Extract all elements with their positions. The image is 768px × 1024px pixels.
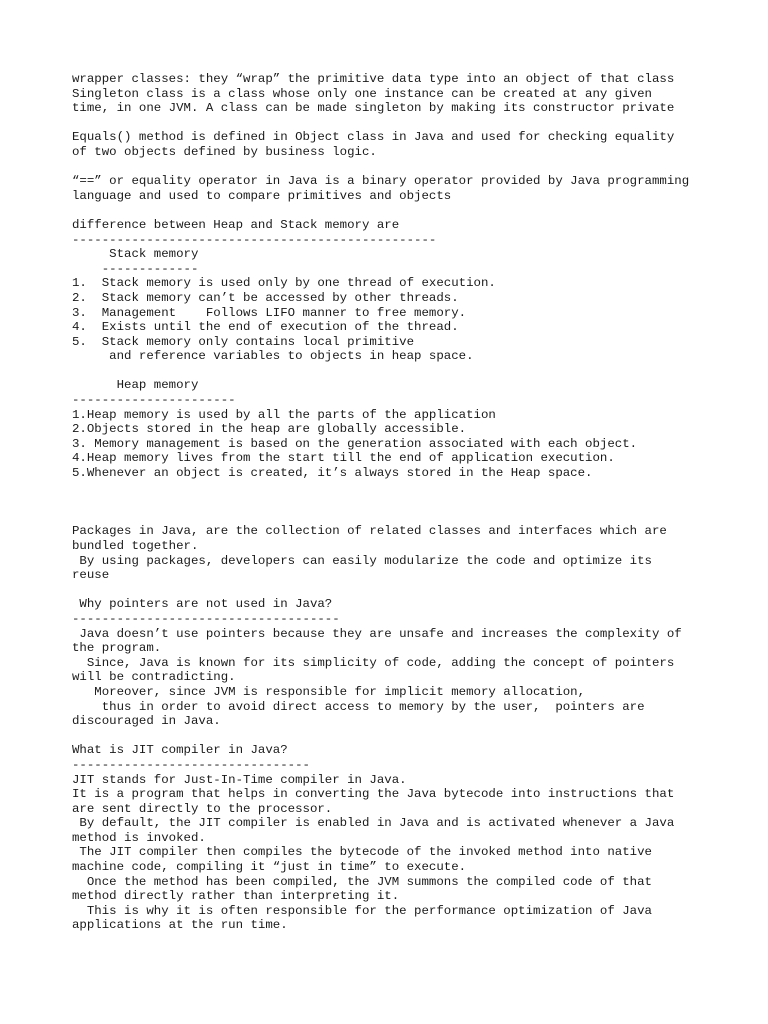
text-line: Singleton class is a class whose only one instance can be created at any given: [72, 86, 652, 101]
text-line: of two objects defined by business logic.: [72, 144, 377, 159]
text-line: bundled together.: [72, 539, 199, 553]
text-line: language and used to compare primitives and objects: [72, 188, 452, 203]
text-line: This is why it is often responsible for the performance optimization of Java: [72, 903, 652, 918]
document-page: [72, 72, 742, 933]
text-line: thus in order to avoid direct access to memory by the user, pointers are: [72, 699, 645, 714]
list-item: 1. Stack memory is used only by one thread of execution.: [72, 276, 496, 291]
text-line: machine code, compiling it “just in time” to execute.: [72, 860, 467, 875]
blank-line: [72, 364, 742, 379]
blank-line: [72, 481, 742, 496]
text-line: discouraged in Java.: [72, 714, 221, 729]
text-line: By default, the JIT compiler is enabled in Java and is activated whenever a Java: [72, 816, 675, 831]
text-line: JIT stands for Just-In-Time compiler in Java.: [72, 772, 407, 787]
list-item: 2. Stack memory can’t be accessed by other threads.: [72, 290, 459, 305]
list-item: 5. Stack memory only contains local primitive: [72, 334, 415, 349]
section-heading: difference between Heap and Stack memory are: [72, 217, 400, 232]
list-item: 2.Objects stored in the heap are globally accessible.: [72, 422, 467, 437]
list-item: 3. Management Follows LIFO manner to free memory.: [72, 305, 467, 320]
list-item: 5.Whenever an object is created, it’s always stored in the Heap space.: [72, 466, 593, 481]
list-item: 4.Heap memory lives from the start till the end of application execution.: [72, 451, 615, 466]
text-line: By using packages, developers can easily modularize the code and optimize its: [72, 553, 652, 568]
text-line: reuse: [72, 568, 110, 583]
blank-line: [72, 729, 742, 744]
text-line: will be contradicting.: [72, 670, 236, 685]
text-line: applications at the run time.: [72, 918, 288, 933]
text-line: method directly rather than interpreting it.: [72, 889, 400, 904]
blank-line: [72, 583, 742, 598]
list-item: 4. Exists until the end of execution of the thread.: [72, 320, 459, 335]
text-line: The JIT compiler then compiles the bytecode of the invoked method into native: [72, 845, 652, 860]
section-heading: What is JIT compiler in Java?: [72, 743, 288, 758]
section-heading: Why pointers are not used in Java?: [72, 597, 333, 612]
list-item: 3. Memory management is based on the generation associated with each object.: [72, 436, 638, 451]
divider-line: -------------------------------------------------: [72, 232, 437, 247]
blank-line: [72, 203, 742, 218]
blank-line: [72, 510, 742, 525]
text-line: Packages in Java, are the collection of related classes and interfaces which are: [72, 524, 667, 539]
text-line: method is invoked.: [72, 830, 206, 845]
text-line: Java doesn’t use pointers because they are unsafe and increases the complexity of: [72, 626, 682, 641]
text-line: the program.: [72, 641, 162, 656]
divider-line: ----------------------: [72, 393, 236, 408]
text-line: Since, Java is known for its simplicity of code, adding the concept of pointers: [72, 655, 675, 670]
list-item-continuation: and reference variables to objects in heap space.: [72, 349, 474, 364]
text-line: Equals() method is defined in Object class in Java and used for checking equality: [72, 130, 675, 145]
blank-line: [72, 116, 742, 131]
subsection-heading: Heap memory: [72, 378, 199, 393]
blank-line: [72, 495, 742, 510]
blank-line: [72, 160, 742, 175]
divider-line: --------------------------------: [72, 757, 310, 772]
text-line: Moreover, since JVM is responsible for implicit memory allocation,: [72, 684, 586, 699]
list-item: 1.Heap memory is used by all the parts of the application: [72, 407, 496, 422]
text-line: It is a program that helps in converting the Java bytecode into instructions that: [72, 787, 675, 802]
subsection-heading: Stack memory: [72, 247, 199, 262]
text-line: time, in one JVM. A class can be made singleton by making its constructor private: [72, 101, 675, 116]
divider-line: ------------------------------------: [72, 611, 340, 626]
text-line: wrapper classes: they “wrap” the primitive data type into an object of that class: [72, 72, 675, 86]
text-line: “==” or equality operator in Java is a binary operator provided by Java programming: [72, 174, 690, 189]
text-line: Once the method has been compiled, the JVM summons the compiled code of that: [72, 874, 652, 889]
divider-line: -------------: [72, 261, 199, 276]
text-line: are sent directly to the processor.: [72, 801, 333, 816]
